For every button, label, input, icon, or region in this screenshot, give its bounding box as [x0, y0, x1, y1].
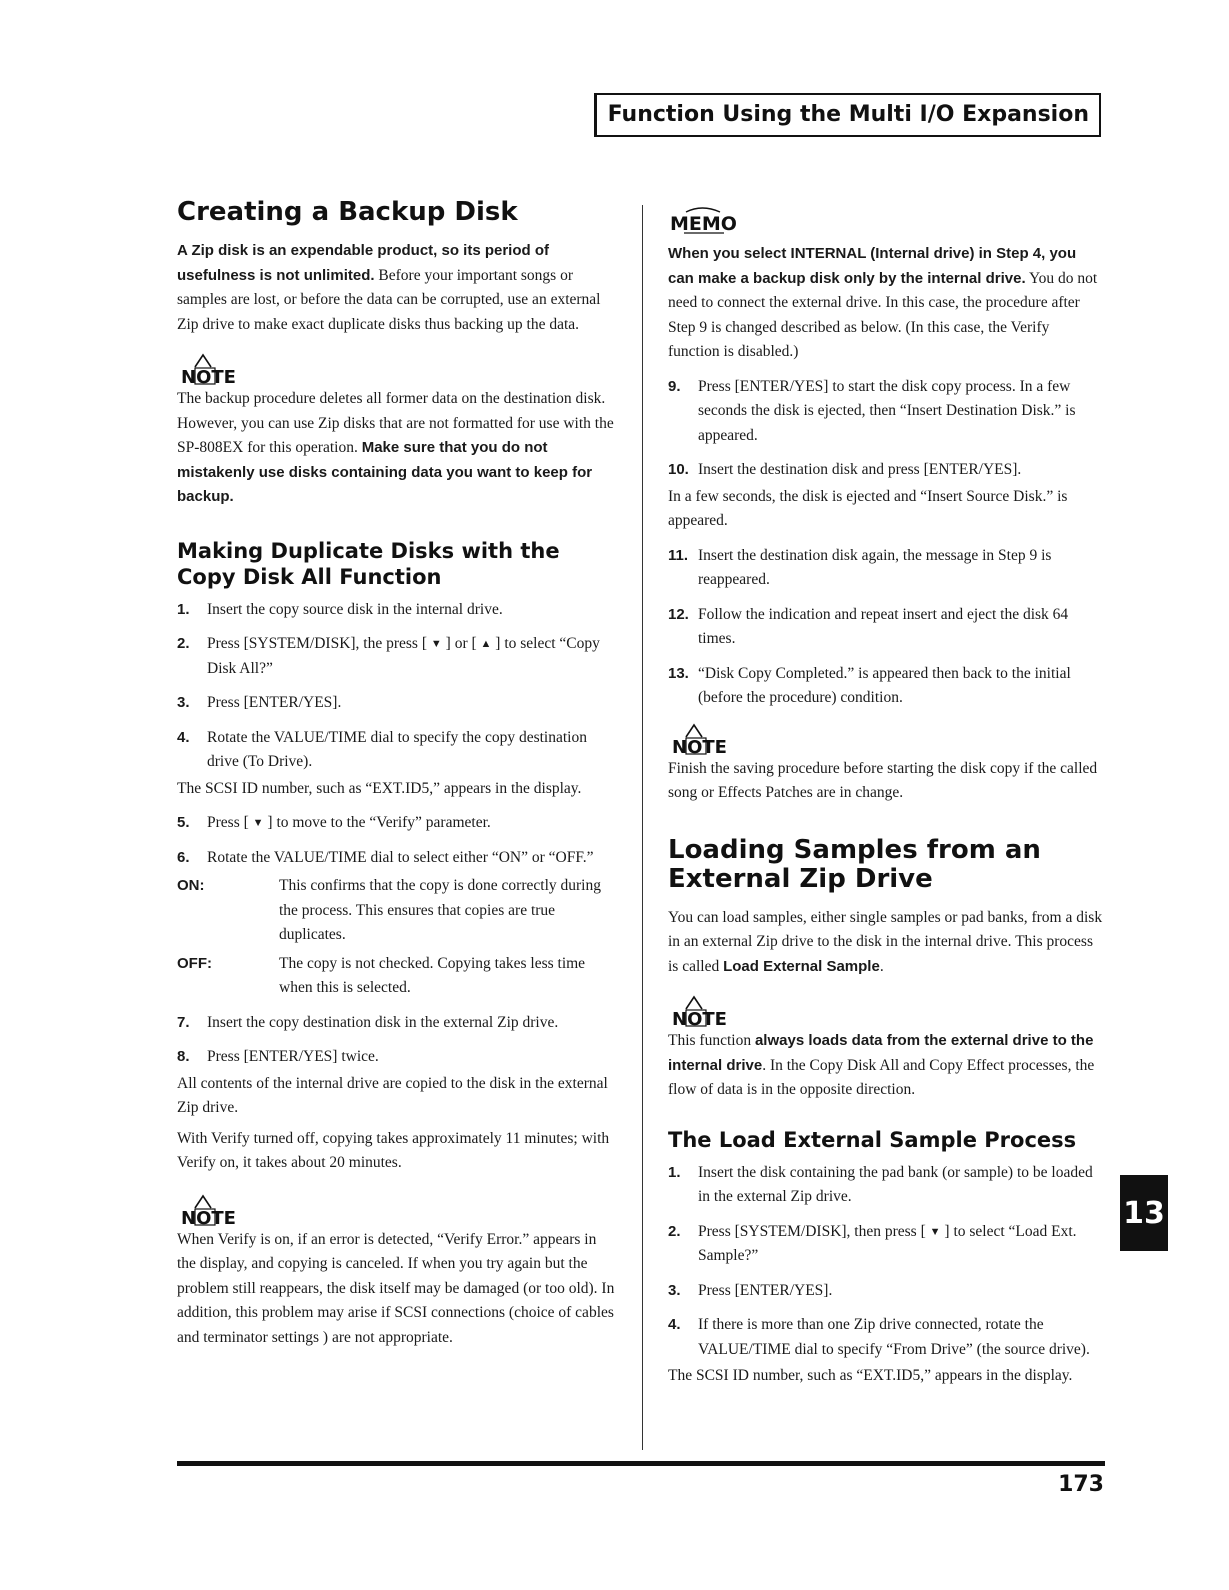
- backup-note: The backup procedure deletes all former data on the destination disk. However, you can use Zip disks that are not formatted for use with the SP-808EX for this operation. Make sure that you do not mistakenly use disks containing data you want to keep for backup.: [177, 390, 614, 505]
- page-number: 173: [1058, 1472, 1104, 1497]
- up-arrow-icon: ▲: [480, 638, 492, 650]
- svg-text:NOTE: NOTE: [672, 1009, 727, 1029]
- copy-result-text: All contents of the internal drive are copied to the disk in the external Zip drive.: [177, 1074, 608, 1116]
- list-item: 1. Insert the disk containing the pad bank (or sample) to be loaded in the external Zip drive.: [668, 1163, 1093, 1205]
- load-intro: You can load samples, either single samples or pad banks, from a disk in an external Zip drive to the disk in the internal drive. This process is called Load External Sample.: [668, 908, 1103, 975]
- copy-time-text: With Verify turned off, copying takes approximately 11 minutes; with Verify on, it takes about 20 minutes.: [177, 1129, 610, 1171]
- chapter-tab: 13: [1120, 1175, 1168, 1251]
- list-item: 4. If there is more than one Zip drive connected, rotate the VALUE/TIME dial to specify “From Drive” (the source drive).: [668, 1316, 1090, 1358]
- note-icon: [668, 721, 1104, 757]
- load-step4-note: The SCSI ID number, such as “EXT.ID5,” appears in the display.: [668, 1367, 1073, 1384]
- list-item: 9. Press [ENTER/YES] to start the disk copy process. In a few seconds the disk is ejected, then “Insert Destination Disk.” is appeared.: [668, 377, 1076, 444]
- step10-note: In a few seconds, the disk is ejected and “Insert Source Disk.” is appeared.: [668, 487, 1068, 529]
- list-item: 7. Insert the copy destination disk in the external Zip drive.: [177, 1013, 559, 1031]
- list-item: 5. Press [ ▼ ] to move to the “Verify” parameter.: [177, 814, 491, 831]
- list-item: 3. Press [ENTER/YES].: [177, 694, 342, 711]
- section-title-loading-samples: Loading Samples from an External Zip Drive: [668, 834, 1041, 894]
- list-item: 11. Insert the destination disk again, the message in Step 9 is reappeared.: [668, 546, 1052, 588]
- section-title-copy-disk-all: Making Duplicate Disks with the Copy Disk All Function: [177, 538, 560, 589]
- down-arrow-icon: ▼: [929, 1225, 941, 1238]
- footer-rule: [177, 1461, 1105, 1466]
- section-title-load-process: The Load External Sample Process: [668, 1127, 1077, 1152]
- note-icon: [177, 1192, 617, 1228]
- verify-note: When Verify is on, if an error is detected, “Verify Error.” appears in the display, and copying is canceled. If when you try again but the problem still reappears, the disk itself may be damaged (or too old). In addition, this problem may arise if SCSI connections (choice of cables and terminator settings ) are not appropriate.: [177, 1230, 615, 1346]
- svg-text:NOTE: NOTE: [181, 367, 236, 387]
- right-column: [668, 206, 1104, 1389]
- down-arrow-icon: ▼: [430, 638, 442, 650]
- load-note: This function always loads data from the external drive to the internal drive. In the Copy Disk All and Copy Effect processes, the flow of data is in the opposite direction.: [668, 1032, 1095, 1098]
- memo-icon: [668, 206, 1104, 242]
- memo-text: When you select INTERNAL (Internal drive) in Step 4, you can make a backup disk only by the internal drive. You do not need to connect the external drive. In this case, the procedure after Step 9 is changed described as below. (In this case, the Verify function is disabled.): [668, 245, 1098, 360]
- svg-text:MEMO: MEMO: [670, 213, 737, 235]
- list-item: 3. Press [ENTER/YES].: [668, 1281, 833, 1299]
- backup-intro: A Zip disk is an expendable product, so its period of usefulness is not unlimited. Before your important songs or samples are lost, or before the data can be corrupted, use an external Zip drive to make exact duplicate disks thus backing up the data.: [177, 242, 601, 333]
- column-divider: [642, 205, 643, 1450]
- left-column: [177, 198, 617, 1350]
- list-item: 13. “Disk Copy Completed.” is appeared then back to the initial (before the procedure) condition.: [668, 664, 1071, 706]
- verify-off-definition: OFF: The copy is not checked. Copying takes less time when this is selected.: [177, 954, 586, 996]
- note-icon: [668, 993, 1104, 1029]
- section-title-backup: Creating a Backup Disk: [177, 197, 518, 227]
- list-item: 1. Insert the copy source disk in the internal drive.: [177, 600, 503, 618]
- note-icon: [177, 351, 617, 387]
- svg-text:NOTE: NOTE: [181, 1207, 236, 1228]
- list-item: 2. Press [SYSTEM/DISK], then press [ ▼ ] to select “Load Ext. Sample?”: [668, 1222, 1077, 1264]
- list-item: 4. Rotate the VALUE/TIME dial to specify the copy destination drive (To Drive).: [177, 728, 587, 770]
- list-item: 6. Rotate the VALUE/TIME dial to select either “ON” or “OFF.”: [177, 848, 594, 866]
- list-item: 12. Follow the indication and repeat insert and eject the disk 64 times.: [668, 605, 1069, 647]
- list-item: 10. Insert the destination disk and press [ENTER/YES].: [668, 461, 1022, 478]
- copy-note: Finish the saving procedure before starting the disk copy if the called song or Effects Patches are in change.: [668, 759, 1098, 801]
- running-header-title: Function Using the Multi I/O Expansion: [607, 102, 1089, 127]
- list-item: 8. Press [ENTER/YES] twice.: [177, 1048, 379, 1065]
- down-arrow-icon: ▼: [252, 817, 264, 829]
- svg-text:NOTE: NOTE: [672, 736, 727, 757]
- verify-on-definition: ON: This confirms that the copy is done correctly during the process. This ensures that copies are true duplicates.: [177, 877, 601, 943]
- step4-note: The SCSI ID number, such as “EXT.ID5,” appears in the display.: [177, 779, 582, 797]
- running-header: [594, 93, 1101, 137]
- list-item: 2. Press [SYSTEM/DISK], the press [ ▼ ] or [ ▲ ] to select “Copy Disk All?”: [177, 635, 600, 677]
